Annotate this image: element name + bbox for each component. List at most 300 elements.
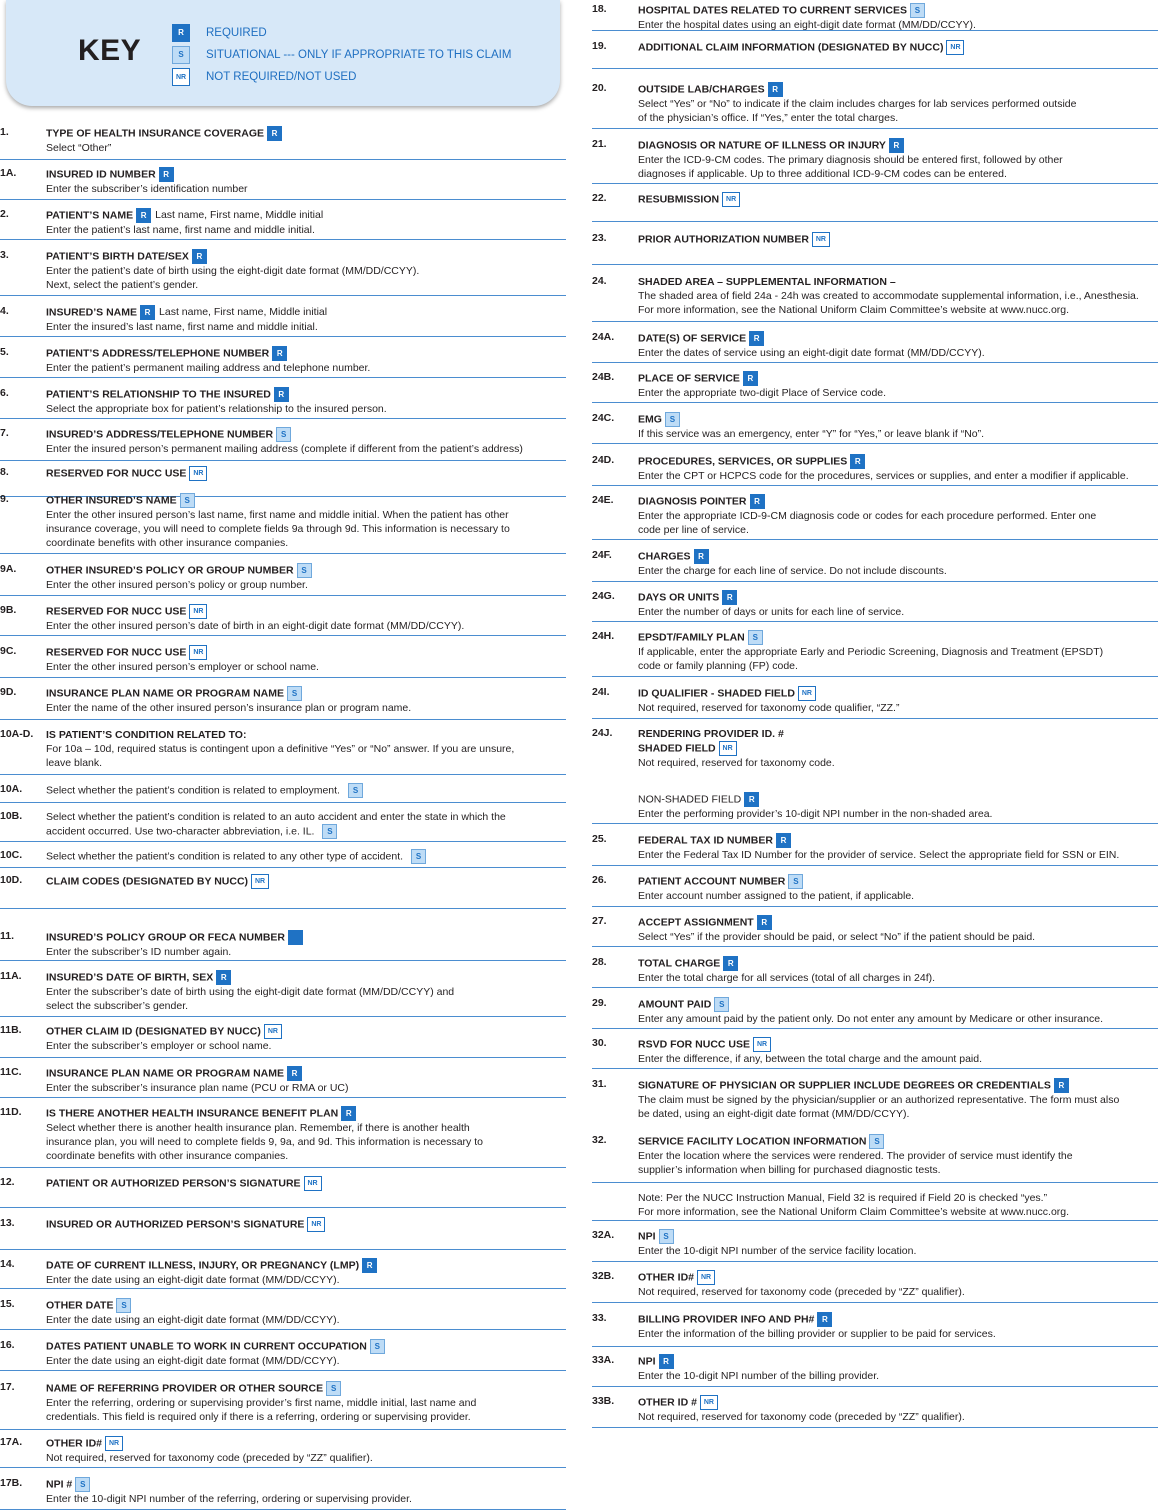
- field-description-text: Select “Other”: [46, 142, 112, 154]
- field-description: [638, 1205, 1158, 1219]
- situational-badge: S: [75, 1477, 90, 1492]
- field-description: [46, 264, 566, 278]
- field-description: [46, 742, 566, 756]
- field-description: [638, 701, 1158, 715]
- situational-badge: S: [348, 783, 363, 798]
- field-item: [0, 346, 566, 378]
- field-description-text: The claim must be signed by the physician/supplier or an authorized representative. The form must also: [638, 1094, 1120, 1106]
- field-title: PATIENT’S BIRTH DATE/SEX: [46, 250, 189, 263]
- field-number: 2.: [0, 208, 9, 220]
- field-description-text: code or family planning (FP) code.: [638, 660, 798, 672]
- field-description: [46, 1492, 566, 1506]
- field-title-line: [46, 686, 566, 701]
- field-title: RESERVED FOR NUCC USE: [46, 605, 187, 618]
- required-badge: R: [287, 1066, 302, 1081]
- field-title-line: [46, 930, 566, 945]
- field-number: 5.: [0, 346, 9, 358]
- field-title-line: [638, 1312, 1158, 1327]
- field-description: [638, 756, 1158, 770]
- field-number: 29.: [592, 997, 607, 1009]
- required-badge: R: [744, 792, 759, 807]
- field-description: [46, 320, 566, 334]
- field-body: [46, 1106, 566, 1163]
- field-number: 24I.: [592, 686, 610, 698]
- field-title: OTHER CLAIM ID (DESIGNATED BY NUCC): [46, 1025, 261, 1038]
- field-description: [46, 619, 566, 633]
- field-title-line: [638, 371, 1158, 386]
- field-description: [638, 1410, 1158, 1424]
- field-description: [46, 1081, 566, 1095]
- field-description: [46, 1273, 566, 1287]
- required-badge: R: [743, 371, 758, 386]
- field-item: [0, 874, 566, 909]
- field-body: [638, 1312, 1158, 1341]
- field-item: [592, 3, 1158, 31]
- field-item: [592, 232, 1158, 265]
- field-description-text: Not required, reserved for taxonomy code (preceded by “ZZ” qualifier).: [46, 1452, 373, 1464]
- field-body: [638, 1191, 1158, 1219]
- field-title-line: [638, 727, 1158, 741]
- field-title: DATES PATIENT UNABLE TO WORK IN CURRENT OCCUPATION: [46, 1340, 367, 1353]
- field-body: [638, 454, 1158, 483]
- field-item: [592, 1037, 1158, 1069]
- not-required-badge: NR: [264, 1024, 282, 1039]
- field-title: EPSDT/FAMILY PLAN: [638, 631, 745, 644]
- field-description-text: For more information, see the National Uniform Claim Committee’s website at www.nucc.org.: [638, 304, 1070, 316]
- field-description: [46, 278, 566, 292]
- not-required-badge: NR: [700, 1395, 718, 1410]
- field-description-text: Enter the ICD-9-CM codes. The primary diagnosis should be entered first, followed by other: [638, 154, 1063, 166]
- field-description: [638, 1191, 1158, 1205]
- field-description: [638, 427, 1158, 441]
- field-title-line: [638, 494, 1158, 509]
- field-description: [638, 386, 1158, 400]
- field-body: [638, 630, 1158, 673]
- field-item: [0, 1066, 566, 1098]
- field-description-text: Next, select the patient’s gender.: [46, 279, 199, 291]
- field-body: [638, 1270, 1158, 1299]
- field-number: 15.: [0, 1298, 15, 1310]
- field-item: [0, 970, 566, 1017]
- field-item: [592, 590, 1158, 622]
- field-title-line: [638, 915, 1158, 930]
- field-description-text: be dated, using an eight-digit date format (MM/DD/CCYY).: [638, 1108, 910, 1120]
- field-item: [0, 167, 566, 200]
- field-title-line: [46, 387, 566, 402]
- field-description-text: Enter the subscriber’s identification number: [46, 183, 248, 195]
- field-description-text: insurance plan, you will need to complete fields 9, 9a, and 9d. This information is necessary to: [46, 1136, 483, 1148]
- field-title: NON-SHADED FIELD: [638, 793, 742, 806]
- field-description-text: The shaded area of field 24a - 24h was created to accommodate supplemental information, i.e., Anesthesia.: [638, 290, 1139, 302]
- field-item: [0, 728, 566, 775]
- field-description-text: select the subscriber’s gender.: [46, 1000, 189, 1012]
- field-number: 32.: [592, 1134, 607, 1146]
- field-title: ADDITIONAL CLAIM INFORMATION (DESIGNATED BY NUCC): [638, 41, 944, 54]
- field-title: NPI: [638, 1355, 656, 1368]
- field-description: [46, 945, 566, 959]
- field-subtitle-line: [638, 741, 1158, 756]
- field-description: [46, 783, 566, 798]
- field-title: BILLING PROVIDER INFO AND PH#: [638, 1313, 815, 1326]
- field-title-line: [638, 454, 1158, 469]
- field-description-text: coordinate benefits with other insurance companies.: [46, 1150, 289, 1162]
- field-body: [638, 494, 1158, 537]
- field-body: [46, 126, 566, 155]
- not-required-badge: NR: [307, 1217, 325, 1232]
- field-description: [46, 508, 566, 522]
- field-description-text: credentials. This field is required only if there is a referring, ordering or supervising provider.: [46, 1411, 471, 1423]
- field-item: [0, 1258, 566, 1289]
- field-title-line: [638, 1354, 1158, 1369]
- field-number: 11.: [0, 930, 15, 942]
- field-description-text: Enter the location where the services were rendered. The provider of service must identify the: [638, 1150, 1073, 1162]
- field-number: 26.: [592, 874, 607, 886]
- field-number: 3.: [0, 249, 9, 261]
- field-description-text: Enter the 10-digit NPI number of the referring, ordering or supervising provider.: [46, 1493, 412, 1505]
- field-item: [592, 82, 1158, 129]
- required-badge: R: [1054, 1078, 1069, 1093]
- field-item: [0, 1381, 566, 1430]
- field-description-text: code per line of service.: [638, 524, 749, 536]
- situational-badge: S: [748, 630, 763, 645]
- field-description: [46, 1410, 566, 1424]
- field-description-text: Enter the name of the other insured person’s insurance plan or program name.: [46, 702, 412, 714]
- field-body: [46, 427, 566, 456]
- field-description-text: Note: Per the NUCC Instruction Manual, Field 32 is required if Field 20 is checked “yes.”: [638, 1192, 1048, 1204]
- field-body: [46, 208, 566, 237]
- key-not-required-row: [172, 68, 356, 86]
- field-item: [0, 1176, 566, 1208]
- field-body: [46, 1381, 566, 1424]
- field-title-line: [46, 1024, 566, 1039]
- situational-badge: S: [659, 1229, 674, 1244]
- field-item: [592, 371, 1158, 403]
- field-number: 11D.: [0, 1106, 22, 1118]
- field-item: [592, 1354, 1158, 1387]
- field-item: [0, 930, 566, 961]
- field-description-text: diagnoses if applicable. Up to three additional ICD-9-CM codes can be entered.: [638, 168, 1007, 180]
- field-description-text: of the physician’s office. If “Yes,” enter the total charges.: [638, 112, 899, 124]
- required-badge: R: [889, 138, 904, 153]
- field-body: [46, 1339, 566, 1368]
- status-badge: [288, 930, 303, 945]
- field-title-line: [638, 331, 1158, 346]
- field-description: [46, 402, 566, 416]
- field-number: 24E.: [592, 494, 614, 506]
- field-description-text: Select whether the patient’s condition is related to employment.: [46, 784, 340, 797]
- field-title: INSURANCE PLAN NAME OR PROGRAM NAME: [46, 1067, 285, 1080]
- field-body: [46, 563, 566, 592]
- field-body: [46, 810, 566, 839]
- field-item: [592, 331, 1158, 363]
- required-badge: R: [694, 549, 709, 564]
- field-body: [46, 783, 566, 798]
- field-description-text: Enter the patient’s permanent mailing address and telephone number.: [46, 362, 371, 374]
- field-title-line: [46, 305, 566, 320]
- field-title-line: [638, 192, 1158, 207]
- field-number: 1.: [0, 126, 9, 138]
- field-description: [46, 1396, 566, 1410]
- field-body: [46, 686, 566, 715]
- field-item: [0, 810, 566, 842]
- field-title-line: [46, 126, 566, 141]
- field-body: [638, 1354, 1158, 1383]
- field-title-line: [638, 956, 1158, 971]
- field-title: OUTSIDE LAB/CHARGES: [638, 83, 765, 96]
- field-description-text: Enter any amount paid by the patient only. Do not enter any amount by Medicare or other insurance.: [638, 1013, 1103, 1025]
- field-description: [46, 824, 566, 839]
- required-badge: R: [750, 494, 765, 509]
- field-body: [46, 466, 566, 481]
- field-number: 32A.: [592, 1229, 615, 1241]
- field-title: RSVD FOR NUCC USE: [638, 1038, 751, 1051]
- required-badge: R: [749, 331, 764, 346]
- field-description-text: If applicable, enter the appropriate Early and Periodic Screening, Diagnosis and Treatment (EPSDT): [638, 646, 1104, 658]
- field-body: [638, 956, 1158, 985]
- field-number: 31.: [592, 1078, 607, 1090]
- required-badge: R: [172, 24, 190, 42]
- field-description: [638, 930, 1158, 944]
- field-body: [638, 275, 1158, 317]
- field-description: [638, 523, 1158, 537]
- field-description: [46, 522, 566, 536]
- field-subtitle: SHADED FIELD: [638, 742, 716, 755]
- field-description-text: Enter the dates of service using an eight-digit date format (MM/DD/CCYY).: [638, 347, 985, 359]
- field-number: 9.: [0, 493, 9, 505]
- field-description-text: Enter the other insured person’s employer or school name.: [46, 661, 319, 673]
- field-number: 24F.: [592, 549, 612, 561]
- field-number: 4.: [0, 305, 9, 317]
- field-description: [638, 605, 1158, 619]
- field-description: [638, 1244, 1158, 1258]
- field-title-line: [638, 1078, 1158, 1093]
- field-title-line: [638, 792, 1158, 807]
- field-body: [638, 138, 1158, 181]
- field-number: 24D.: [592, 454, 615, 466]
- field-title: DATE(S) OF SERVICE: [638, 332, 747, 345]
- field-title-line: [638, 138, 1158, 153]
- field-title-line: [638, 549, 1158, 564]
- field-item: [592, 792, 1158, 824]
- field-number: 24H.: [592, 630, 615, 642]
- field-description: [638, 564, 1158, 578]
- field-title: SHADED AREA – SUPPLEMENTAL INFORMATION –: [638, 276, 896, 288]
- field-title-line: [46, 1436, 566, 1451]
- field-body: [638, 1395, 1158, 1424]
- field-title-line: [46, 346, 566, 361]
- situational-badge: S: [665, 412, 680, 427]
- field-description-text: Enter the CPT or HCPCS code for the procedures, services or supplies, and enter a modifier if applicable.: [638, 470, 1129, 482]
- field-title-line: [46, 604, 566, 619]
- field-number: 11C.: [0, 1066, 22, 1078]
- field-body: [638, 192, 1158, 207]
- field-title-line: [46, 249, 566, 264]
- not-required-badge: NR: [697, 1270, 715, 1285]
- field-title-suffix: Last name, First name, Middle initial: [155, 209, 324, 222]
- field-body: [46, 1024, 566, 1053]
- field-description-text: Enter the insured’s last name, first name and middle initial.: [46, 321, 318, 333]
- field-number: 18.: [592, 3, 607, 15]
- field-number: 24C.: [592, 412, 615, 424]
- field-description-text: Select whether the patient’s condition is related to an auto accident and enter the state in which the: [46, 811, 506, 823]
- field-description: [638, 97, 1158, 111]
- field-item: [0, 1298, 566, 1330]
- field-number: 24G.: [592, 590, 615, 602]
- field-title: NPI #: [46, 1478, 73, 1491]
- field-number: 27.: [592, 915, 607, 927]
- field-title: OTHER INSURED’S POLICY OR GROUP NUMBER: [46, 564, 294, 577]
- field-body: [46, 1176, 566, 1191]
- field-body: [638, 1134, 1158, 1177]
- required-label: REQUIRED: [206, 27, 267, 39]
- field-title: OTHER INSURED’S NAME: [46, 494, 177, 507]
- situational-badge: S: [322, 824, 337, 839]
- field-description: [638, 289, 1158, 303]
- field-title: INSURED OR AUTHORIZED PERSON’S SIGNATURE: [46, 1218, 305, 1231]
- field-number: 28.: [592, 956, 607, 968]
- field-item: [592, 997, 1158, 1029]
- field-title: RESERVED FOR NUCC USE: [46, 646, 187, 659]
- field-description: [46, 849, 566, 864]
- field-item: [592, 833, 1158, 866]
- field-title-line: [638, 630, 1158, 645]
- field-description: [46, 361, 566, 375]
- field-description: [638, 971, 1158, 985]
- field-description: [638, 1285, 1158, 1299]
- situational-badge: S: [910, 3, 925, 18]
- field-title-line: [638, 874, 1158, 889]
- field-title-line: [638, 1395, 1158, 1410]
- field-title: NAME OF REFERRING PROVIDER OR OTHER SOURCE: [46, 1382, 324, 1395]
- field-body: [46, 1066, 566, 1095]
- required-badge: R: [776, 833, 791, 848]
- field-description-text: Enter the performing provider’s 10-digit NPI number in the non-shaded area.: [638, 808, 993, 820]
- field-title-line: [638, 82, 1158, 97]
- field-title: RENDERING PROVIDER ID. #: [638, 728, 784, 740]
- field-description: [638, 889, 1158, 903]
- field-title: PATIENT’S NAME: [46, 209, 134, 222]
- field-item: [0, 1024, 566, 1058]
- field-title-line: [638, 3, 1158, 18]
- field-title: PATIENT OR AUTHORIZED PERSON’S SIGNATURE: [46, 1177, 301, 1190]
- field-item: [592, 686, 1158, 719]
- field-item: [592, 1270, 1158, 1303]
- field-title-line: [46, 563, 566, 578]
- field-description: [46, 660, 566, 674]
- field-body: [46, 874, 566, 889]
- field-title: NPI: [638, 1230, 656, 1243]
- field-number: 22.: [592, 192, 607, 204]
- not-required-badge: NR: [189, 466, 207, 481]
- field-title-line: [46, 1106, 566, 1121]
- field-title-line: [46, 1258, 566, 1273]
- required-badge: R: [140, 305, 155, 320]
- situational-badge: S: [172, 46, 190, 64]
- field-description-text: Enter the 10-digit NPI number of the service facility location.: [638, 1245, 917, 1257]
- field-description: [638, 153, 1158, 167]
- required-badge: R: [136, 208, 151, 223]
- key-title: KEY: [78, 34, 142, 67]
- field-title: OTHER ID#: [638, 1271, 695, 1284]
- field-item: [592, 1229, 1158, 1262]
- field-description: [46, 1149, 566, 1163]
- not-required-badge: NR: [105, 1436, 123, 1451]
- field-title: RESERVED FOR NUCC USE: [46, 467, 187, 480]
- field-description-text: Not required, reserved for taxonomy code (preceded by “ZZ” qualifier).: [638, 1411, 965, 1423]
- field-description-text: Enter the hospital dates using an eight-digit date format (MM/DD/CCYY).: [638, 19, 976, 31]
- field-body: [638, 1037, 1158, 1066]
- field-body: [638, 686, 1158, 715]
- field-number: 13.: [0, 1217, 15, 1229]
- field-title-line: [46, 466, 566, 481]
- field-description-text: Enter the referring, ordering or supervising provider’s first name, middle initial, last name and: [46, 1397, 477, 1409]
- field-description: [46, 985, 566, 999]
- field-description: [638, 1093, 1158, 1107]
- field-title-line: [638, 275, 1158, 289]
- field-description-text: Enter the subscriber’s date of birth using the eight-digit date format (MM/DD/CCYY) and: [46, 986, 455, 998]
- field-body: [638, 82, 1158, 125]
- field-body: [638, 1229, 1158, 1258]
- field-item: [592, 1312, 1158, 1347]
- field-description-text: Enter the Federal Tax ID Number for the provider of service. Select the appropriate field for SSN or EIN.: [638, 849, 1120, 861]
- field-title: PATIENT’S RELATIONSHIP TO THE INSURED: [46, 388, 271, 401]
- field-description-text: Enter the total charge for all services (total of all charges in 24f).: [638, 972, 936, 984]
- field-item: [592, 1134, 1158, 1183]
- field-item: [0, 1477, 566, 1510]
- field-description: [46, 1039, 566, 1053]
- field-title: PATIENT ACCOUNT NUMBER: [638, 875, 786, 888]
- field-title: IS THERE ANOTHER HEALTH INSURANCE BENEFIT PLAN: [46, 1107, 339, 1120]
- field-title: INSURED ID NUMBER: [46, 168, 156, 181]
- required-badge: R: [192, 249, 207, 264]
- field-item: [592, 454, 1158, 486]
- field-number: 1A.: [0, 167, 17, 179]
- field-description-text: Not required, reserved for taxonomy code qualifier, “ZZ.”: [638, 702, 900, 714]
- field-number: 10A.: [0, 783, 23, 795]
- field-description-text: Enter the other insured person’s last name, first name and middle initial. When the patient has other: [46, 509, 509, 521]
- field-number: 25.: [592, 833, 607, 845]
- field-title: PRIOR AUTHORIZATION NUMBER: [638, 233, 809, 246]
- field-number: 17.: [0, 1381, 15, 1393]
- field-description-text: Enter the information of the billing provider or supplier to be paid for services.: [638, 1328, 996, 1340]
- field-description-text: Enter the subscriber’s employer or school name.: [46, 1040, 272, 1052]
- field-number: 21.: [592, 138, 607, 150]
- field-title: INSURED’S NAME: [46, 306, 138, 319]
- situational-badge: S: [116, 1298, 131, 1313]
- field-item: [592, 40, 1158, 69]
- field-description: [638, 659, 1158, 673]
- field-number: 24J.: [592, 727, 613, 739]
- field-body: [638, 232, 1158, 247]
- field-description: [638, 807, 1158, 821]
- field-title: IS PATIENT’S CONDITION RELATED TO:: [46, 729, 247, 741]
- required-badge: R: [272, 346, 287, 361]
- field-description: [46, 578, 566, 592]
- field-item: [0, 493, 566, 554]
- field-title-line: [46, 208, 566, 223]
- required-badge: R: [341, 1106, 356, 1121]
- field-title-line: [46, 493, 566, 508]
- field-description-text: Enter the appropriate two-digit Place of Service code.: [638, 387, 887, 399]
- field-item: [592, 1078, 1158, 1125]
- field-body: [638, 40, 1158, 55]
- field-number: 9B.: [0, 604, 17, 616]
- required-badge: R: [659, 1354, 674, 1369]
- not-required-badge: NR: [189, 645, 207, 660]
- field-title-line: [638, 412, 1158, 427]
- field-body: [638, 590, 1158, 619]
- field-item: [0, 604, 566, 636]
